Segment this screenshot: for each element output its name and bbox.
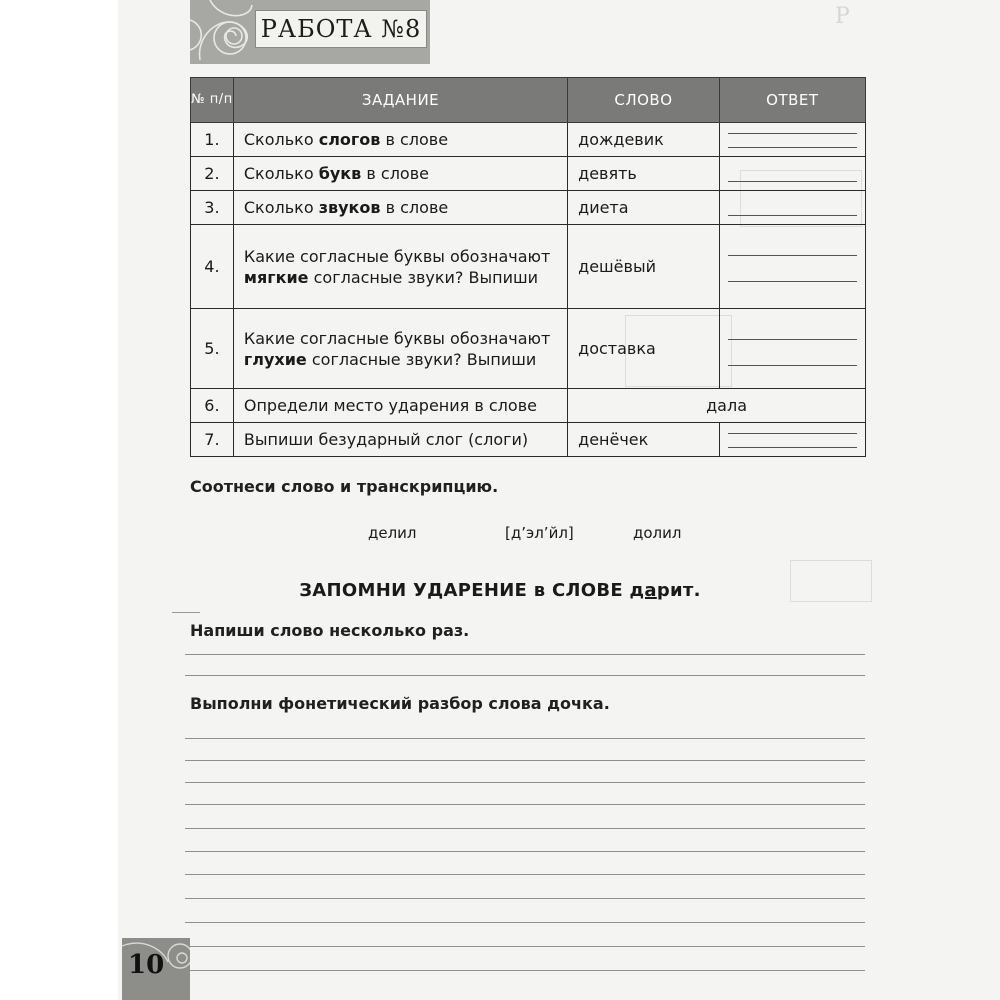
writing-line[interactable] xyxy=(185,946,865,947)
row-number: 6. xyxy=(191,389,234,423)
writing-line[interactable] xyxy=(185,782,865,783)
writing-line[interactable] xyxy=(185,654,865,655)
writing-line[interactable] xyxy=(185,828,865,829)
page-number: 10 xyxy=(128,950,165,980)
table-row xyxy=(191,157,866,191)
task-word: денёчек xyxy=(568,423,720,457)
writing-line[interactable] xyxy=(185,804,865,805)
match-word-1: делил xyxy=(368,524,417,542)
write-heading: Напиши слово несколько раз. xyxy=(190,621,470,640)
ghost-text: Р xyxy=(835,4,850,29)
row-number: 2. xyxy=(191,157,234,191)
page-title: РАБОТА №8 xyxy=(255,10,427,48)
writing-line[interactable] xyxy=(185,675,865,676)
task-word: дала xyxy=(568,389,866,423)
row-number: 7. xyxy=(191,423,234,457)
phonetic-heading: Выполни фонетический разбор слова дочка. xyxy=(190,694,610,713)
answer-cell[interactable] xyxy=(719,225,865,309)
row-number: 5. xyxy=(191,309,234,389)
writing-line[interactable] xyxy=(185,874,865,875)
answer-cell[interactable] xyxy=(719,191,865,225)
table-row xyxy=(191,191,866,225)
column-header-word: СЛОВО xyxy=(568,78,720,123)
answer-cell[interactable] xyxy=(719,423,865,457)
column-header-answer: ОТВЕТ xyxy=(719,78,865,123)
match-heading: Соотнеси слово и транскрипцию. xyxy=(190,477,499,496)
task-word: доставка xyxy=(568,309,720,389)
table-row xyxy=(191,309,866,389)
task-text: Сколько слогов в слове xyxy=(233,123,567,157)
table-header-row xyxy=(191,78,866,123)
task-text: Выпиши безударный слог (слоги) xyxy=(233,423,567,457)
task-text: Сколько звуков в слове xyxy=(233,191,567,225)
task-word: девять xyxy=(568,157,720,191)
task-word: дождевик xyxy=(568,123,720,157)
table-row xyxy=(191,123,866,157)
writing-line[interactable] xyxy=(185,970,865,971)
task-text: Какие согласные буквы обозначают глухие согласные звуки? Выпиши xyxy=(233,309,567,389)
table-row xyxy=(191,225,866,309)
writing-line[interactable] xyxy=(185,760,865,761)
task-table xyxy=(190,77,866,457)
task-word: дешёвый xyxy=(568,225,720,309)
writing-line[interactable] xyxy=(185,851,865,852)
task-text: Сколько букв в слове xyxy=(233,157,567,191)
writing-line[interactable] xyxy=(185,898,865,899)
remember-stress: ЗАПОМНИ УДАРЕНИЕ в СЛОВЕ дарит. xyxy=(299,580,701,601)
answer-cell[interactable] xyxy=(719,123,865,157)
row-number: 3. xyxy=(191,191,234,225)
row-number: 4. xyxy=(191,225,234,309)
answer-cell[interactable] xyxy=(719,157,865,191)
column-header-num: № п/п xyxy=(191,78,234,123)
task-text: Определи место ударения в слове xyxy=(233,389,567,423)
writing-line[interactable] xyxy=(185,738,865,739)
divider xyxy=(172,612,200,613)
task-text: Какие согласные буквы обозначают мягкие согласные звуки? Выпиши xyxy=(233,225,567,309)
row-number: 1. xyxy=(191,123,234,157)
writing-line[interactable] xyxy=(185,922,865,923)
match-transcription: [д’эл’йл] xyxy=(505,524,574,542)
match-word-2: долил xyxy=(633,524,682,542)
column-header-task: ЗАДАНИЕ xyxy=(233,78,567,123)
task-word: диета xyxy=(568,191,720,225)
answer-cell[interactable] xyxy=(719,309,865,389)
stressed-syllable: да xyxy=(629,580,657,601)
table-row xyxy=(191,389,866,423)
table-row xyxy=(191,423,866,457)
